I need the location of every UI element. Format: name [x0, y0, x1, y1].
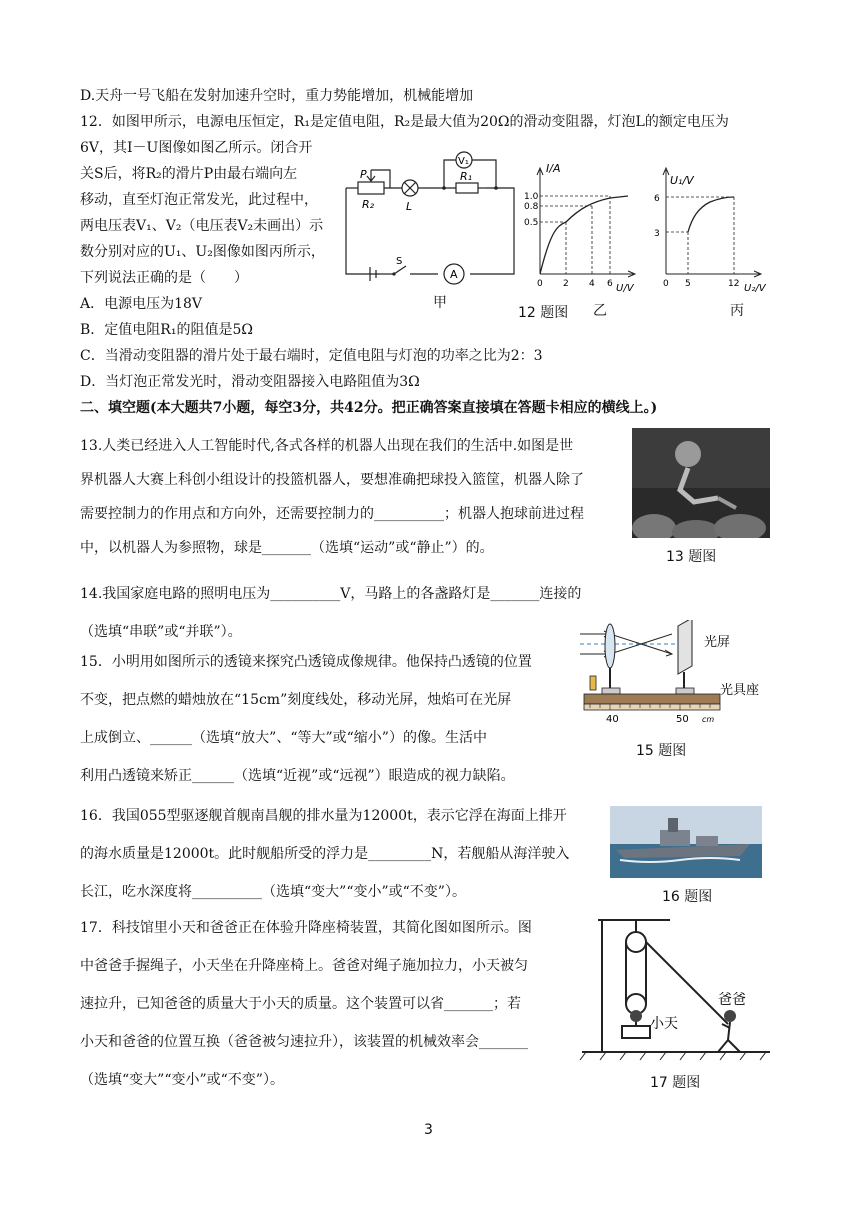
slider-p-label: P: [360, 168, 367, 181]
q12-line-1: 12．如图甲所示，电源电压恒定，R₁是定值电阻，R₂是最大值为20Ω的滑动变阻器，灯泡L的额定电压为: [80, 114, 729, 130]
figure-13-caption: 13 题图: [666, 549, 717, 565]
q13-line-3: 需要控制力的作用点和方向外，还需要控制力的__________；机器人抱球前进过程: [80, 506, 584, 522]
yi-xtick-2: 2: [563, 279, 569, 289]
q16-destroyer-photo: [610, 806, 762, 878]
figure-bing-label: 丙: [730, 303, 744, 319]
lamp-l-label: L: [406, 200, 413, 213]
q13-robot-photo: [632, 428, 770, 538]
bing-ylabel: U₁/V: [670, 174, 694, 187]
yi-xtick-6: 6: [607, 279, 613, 289]
figure-16-caption: 16 题图: [662, 889, 713, 905]
figure-12-caption: 12 题图: [518, 305, 569, 321]
screen-label: 光屏: [704, 635, 731, 650]
yi-xtick-4: 4: [589, 279, 595, 289]
bing-ytick-6: 6: [654, 194, 660, 204]
q15-line-4: 利用凸透镜来矫正______（选填“近视”或“远视”）眼造成的视力缺陷。: [80, 768, 515, 784]
q17-line-1: 17．科技馆里小天和爸爸正在体验升降座椅装置，其简化图如图所示。图: [80, 920, 532, 936]
ammeter-a-label: A: [450, 268, 458, 281]
yi-ytick-3: 0.5: [524, 218, 539, 228]
yi-xlabel: U/V: [616, 283, 634, 292]
q17-line-5: （选填“变大”“变小”或“不变”）。: [80, 1072, 284, 1088]
q12-line-6: 数分别对应的U₁、U₂图像如图丙所示，: [80, 244, 325, 260]
q13-line-1: 13.人类已经进入人工智能时代,各式各样的机器人出现在我们的生活中.如图是世: [80, 438, 574, 454]
q16-line-1: 16．我国055型驱逐舰首舰南昌舰的排水量为12000t，表示它浮在海面上排开: [80, 808, 567, 824]
q15-line-3: 上成倒立、______（选填“放大”、“等大”或“缩小”）的像。生活中: [80, 730, 487, 746]
section-2-heading: 二、填空题(本大题共7小题，每空3分，共42分。把正确答案直接填在答题卡相应的横线上。): [80, 400, 658, 416]
bing-xtick-0: 0: [663, 279, 669, 289]
q16-line-2: 的海水质量是12000t。此时舰船所受的浮力是_________N，若舰船从海洋驶入: [80, 846, 570, 862]
ruler-unit: cm: [702, 715, 715, 724]
figure-17-caption: 17 题图: [650, 1075, 701, 1091]
q15-lens-setup: [580, 620, 780, 738]
option-d-prev: D.天舟一号飞船在发射加速升空时，重力势能增加，机械能增加: [80, 88, 474, 104]
q17-lifting-seat-diagram: [578, 916, 774, 1062]
q17-line-2: 中爸爸手握绳子，小天坐在升降座椅上。爸爸对绳子施加拉力，小天被匀: [80, 958, 528, 974]
figure-15-caption: 15 题图: [636, 743, 687, 759]
q17-line-3: 速拉升，已知爸爸的质量大于小天的质量。这个装置可以省_______；若: [80, 996, 521, 1012]
q12-graph-yi: [524, 160, 642, 292]
bing-xtick-5: 5: [685, 279, 691, 289]
q16-line-3: 长江，吃水深度将__________（选填“变大”“变小”或“不变”）。: [80, 884, 466, 900]
q12-option-a: A．电源电压为18V: [80, 296, 203, 312]
bing-ytick-3: 3: [654, 229, 660, 239]
q12-line-2: 6V，其I－U图像如图乙所示。闭合开: [80, 140, 313, 156]
q15-line-1: 15．小明用如图所示的透镜来探究凸透镜成像规律。他保持凸透镜的位置: [80, 654, 532, 670]
yi-ytick-1: 1.0: [524, 192, 539, 202]
xiaotian-label: 小天: [650, 1016, 678, 1032]
yi-xtick-0: 0: [537, 279, 543, 289]
v1-label: V₁: [458, 156, 469, 167]
yi-ylabel: I/A: [546, 162, 561, 175]
q12-option-b: B．定值电阻R₁的阻值是5Ω: [80, 322, 253, 338]
r2-label: R₂: [362, 198, 375, 211]
q13-line-2: 界机器人大赛上科创小组设计的投篮机器人，要想准确把球投入篮筐，机器人除了: [80, 472, 584, 488]
q12-line-7: 下列说法正确的是（ ）: [80, 270, 248, 286]
bing-xtick-12: 12: [728, 279, 740, 289]
figure-jia-label: 甲: [433, 295, 447, 311]
baba-label: 爸爸: [718, 992, 746, 1008]
q12-option-c: C．当滑动变阻器的滑片处于最右端时，定值电阻与灯泡的功率之比为2：3: [80, 348, 543, 364]
figure-yi-label: 乙: [593, 303, 607, 319]
ruler-tick-40: 40: [606, 714, 619, 725]
page-number: 3: [424, 1122, 433, 1138]
q12-circuit-diagram: [340, 142, 520, 302]
q12-line-4: 移动，直至灯泡正常发光，此过程中，: [80, 192, 318, 208]
switch-s-label: S: [396, 256, 403, 267]
q17-line-4: 小天和爸爸的位置互换（爸爸被匀速拉升），该装置的机械效率会_______: [80, 1034, 528, 1050]
q13-line-4: 中，以机器人为参照物，球是_______（选填“运动”或“静止”）的。: [80, 540, 494, 556]
q12-graph-bing: [648, 160, 768, 292]
bing-xlabel: U₂/V: [744, 283, 766, 292]
q12-line-5: 两电压表V₁、V₂（电压表V₂未画出）示: [80, 218, 324, 234]
optical-bench-label: 光具座: [720, 683, 760, 698]
q12-option-d: D．当灯泡正常发光时，滑动变阻器接入电路阻值为3Ω: [80, 374, 420, 390]
q14-line-2: （选填“串联”或“并联”）。: [80, 624, 242, 640]
q12-line-3: 关S后，将R₂的滑片P由最右端向左: [80, 166, 298, 182]
q14-line-1: 14.我国家庭电路的照明电压为__________V，马路上的各盏路灯是_______连接的: [80, 586, 582, 602]
r1-label: R₁: [460, 170, 473, 183]
ruler-tick-50: 50: [676, 714, 689, 725]
yi-ytick-2: 0.8: [524, 202, 539, 212]
q15-line-2: 不变，把点燃的蜡烛放在“15cm”刻度线处，移动光屏，烛焰可在光屏: [80, 692, 512, 708]
